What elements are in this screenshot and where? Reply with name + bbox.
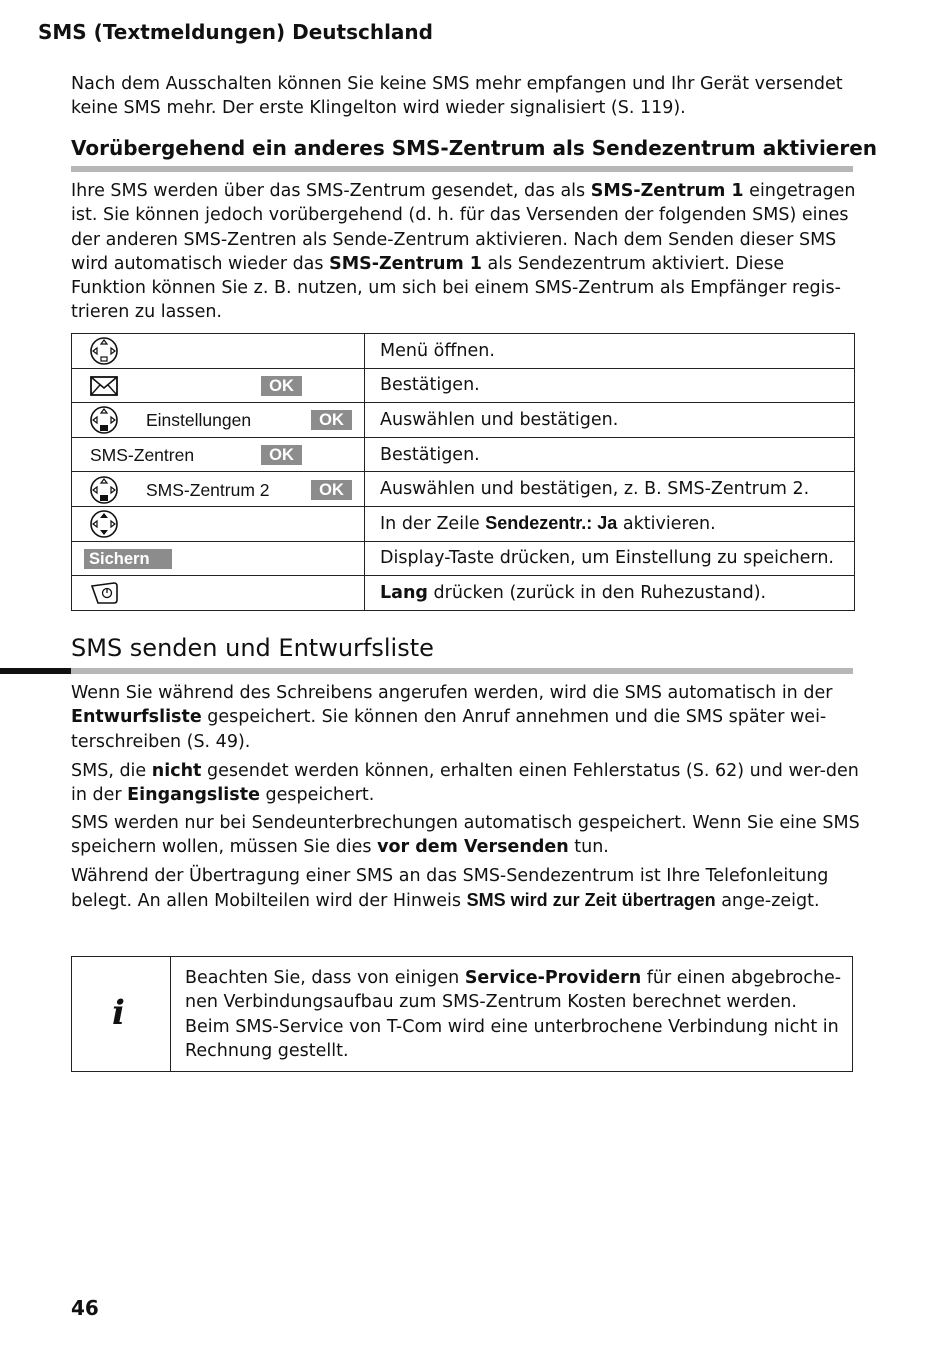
- info-icon: i: [112, 993, 125, 1033]
- display-menu-label: SMS-Zentren: [90, 445, 195, 466]
- section2-paragraph-3: SMS werden nur bei Sendeunterbrechungen automatisch gespeichert. Wenn Sie eine SMS speichern wollen, müssen Sie dies vor dem Versenden tun.: [71, 813, 860, 858]
- table-row: [72, 541, 855, 576]
- step-description: In der Zeile Sendezentr.: Ja aktivieren.: [365, 506, 855, 541]
- instruction-table: [71, 333, 855, 611]
- section-heading-send-drafts: SMS senden und Entwurfsliste: [71, 634, 434, 662]
- table-row: [72, 334, 855, 369]
- heading-rule: [71, 668, 853, 674]
- section2-paragraph-2: SMS, die nicht gesendet werden können, erhalten einen Fehlerstatus (S. 62) und wer-den in der Eingangsliste gespeichert.: [71, 761, 859, 806]
- display-text: Sendezentr.: Ja: [485, 513, 618, 534]
- step-description: Menü öffnen.: [365, 334, 855, 369]
- step-description: Display-Taste drücken, um Einstellung zu speichern.: [365, 541, 855, 576]
- step-description: Bestätigen.: [365, 437, 855, 472]
- bold-term: Lang: [380, 582, 428, 603]
- envelope-icon: [88, 371, 120, 401]
- info-box: [71, 956, 853, 1072]
- bold-term: Eingangsliste: [127, 785, 260, 806]
- ok-key: OK: [311, 480, 352, 500]
- step-description: Lang drücken (zurück in den Ruhezustand).: [365, 576, 855, 611]
- table-row: [72, 472, 855, 507]
- page-header-title: SMS (Textmeldungen) Deutschland: [38, 20, 433, 44]
- ok-key: OK: [311, 410, 352, 430]
- info-text: Beachten Sie, dass von einigen Service-Providern für einen abgebroche-nen Verbindungsaufbau zum SMS-Zentrum Kosten berechnet werden. Beim SMS-Service von T-Com wird eine unterbrochene Verbindung nicht in Rechnung gestellt.: [185, 968, 842, 1061]
- section-margin-marker: [0, 668, 71, 674]
- table-row: [72, 506, 855, 541]
- section-heading-sms-center: Vorübergehend ein anderes SMS-Zentrum als Sendezentrum aktivieren: [71, 136, 878, 160]
- ok-key: OK: [261, 376, 302, 396]
- bold-term: nicht: [151, 761, 202, 781]
- step-description: Auswählen und bestätigen.: [365, 403, 855, 438]
- bold-term: SMS-Zentrum 1: [590, 181, 744, 201]
- display-menu-label: Einstellungen: [146, 410, 252, 431]
- heading-rule: [71, 166, 853, 172]
- section1-paragraph: Ihre SMS werden über das SMS-Zentrum gesendet, das als SMS-Zentrum 1 eingetragen ist. Sie können jedoch vorübergehend (d. h. für das Versenden der folgenden SMS) eines der anderen SMS-Zentren als Sende-Zentrum aktivieren. Nach dem Senden dieser SMS wird automatisch wieder das SMS-Zentrum 1 als Sendezentrum aktiviert. Diese Funktion können Sie z. B. nutzen, um sich bei einem SMS-Zentrum als Empfänger regis-trieren zu lassen.: [71, 181, 856, 323]
- nav-key-icon: [88, 475, 120, 505]
- section2-paragraph-1: Wenn Sie während des Schreibens angerufen werden, wird die SMS automatisch in der Entwurfsliste gespeichert. Sie können den Anruf annehmen und die SMS später wei-terschreiben (S. 49).: [71, 683, 833, 752]
- bold-term: SMS-Zentrum 1: [329, 253, 482, 274]
- nav-key-down-icon: [88, 336, 120, 366]
- table-row: [72, 368, 855, 403]
- display-menu-label: SMS-Zentrum 2: [146, 479, 270, 500]
- bold-term: vor dem Versenden: [377, 837, 569, 858]
- softkey-sichern: Sichern: [84, 549, 172, 569]
- section2-paragraph-4: Während der Übertragung einer SMS an das SMS-Sendezentrum ist Ihre Telefonleitung belegt. An allen Mobilteilen wird der Hinweis SMS wird zur Zeit übertragen ange-zeigt.: [71, 866, 829, 912]
- nav-key-icon: [88, 509, 120, 539]
- display-text: SMS wird zur Zeit übertragen: [466, 890, 716, 911]
- intro-paragraph: Nach dem Ausschalten können Sie keine SMS mehr empfangen und Ihr Gerät versendet keine SMS mehr. Der erste Klingelton wird wieder signalisiert (S. 119).: [71, 74, 843, 119]
- table-row: [72, 576, 855, 611]
- step-description: Bestätigen.: [365, 368, 855, 403]
- table-row: [72, 437, 855, 472]
- nav-key-icon: [88, 405, 120, 435]
- end-call-key-icon: [88, 578, 120, 608]
- bold-term: Service-Providern: [464, 968, 642, 988]
- table-row: [72, 403, 855, 438]
- info-icon-cell: [72, 957, 171, 1071]
- step-description: Auswählen und bestätigen, z. B. SMS-Zentrum 2.: [365, 472, 855, 507]
- page-number: 46: [71, 1296, 99, 1320]
- bold-term: Entwurfsliste: [71, 707, 202, 728]
- ok-key: OK: [261, 445, 302, 465]
